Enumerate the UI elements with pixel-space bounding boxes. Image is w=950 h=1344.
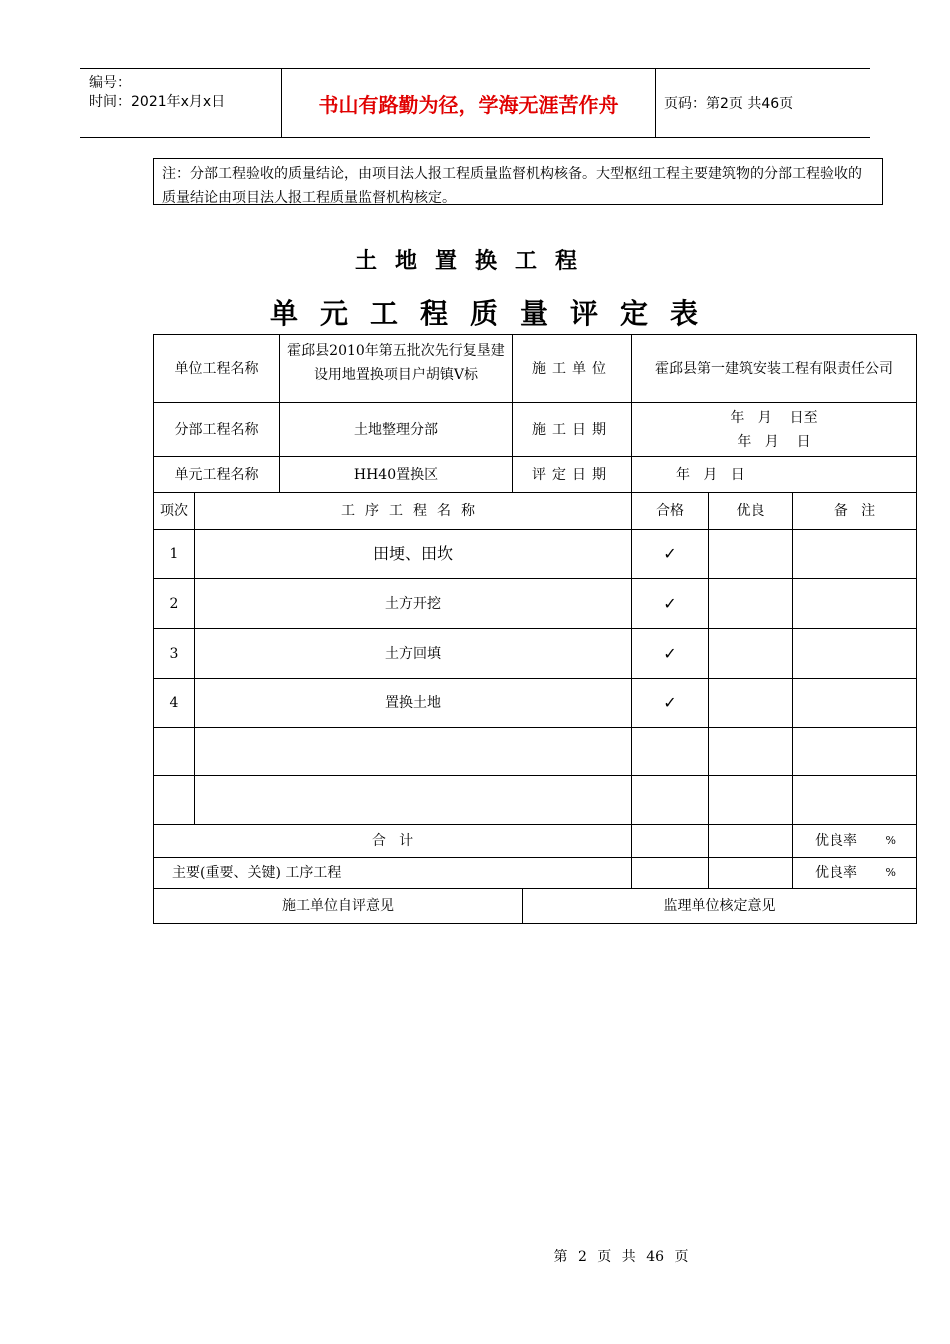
division-label: 分部工程名称 — [153, 402, 280, 457]
contractor-value: 霍邱县第一建筑安装工程有限责任公司 — [631, 334, 917, 403]
row-2-excellent — [708, 578, 793, 629]
col-excellent: 优良 — [708, 492, 793, 530]
key-process-label: 主要(重要、关键) 工序工程 — [153, 857, 632, 889]
row-5-qualified — [631, 727, 709, 776]
row-4-qualified-check: ✓ — [631, 678, 709, 728]
row-4-remarks — [792, 678, 917, 728]
page-footer: 第 2 页 共 46 页 — [553, 1249, 689, 1265]
col-process-name: 工序工程名称 — [194, 492, 632, 530]
note-box: 注：分部工程验收的质量结论，由项目法人报工程质量监督机构核备。大型枢纽工程主要建筑物的分部工程验收的质量结论由项目法人报工程质量监督机构核定。 — [153, 158, 883, 205]
row-3-excellent — [708, 628, 793, 679]
row-2-name: 土方开挖 — [194, 578, 632, 629]
row-2-no: 2 — [153, 578, 195, 629]
row-6-no — [153, 775, 195, 825]
supervisor-opinion: 监理单位核定意见 — [522, 888, 917, 924]
total-rate — [792, 824, 917, 858]
form-title: 单元工程质量评定表 — [269, 297, 720, 330]
row-3-remarks — [792, 628, 917, 679]
row-1-qualified-check: ✓ — [631, 529, 709, 579]
row-6-qualified — [631, 775, 709, 825]
number-label: 编号： — [89, 75, 131, 91]
row-4-excellent — [708, 678, 793, 728]
unit-project-label: 单位工程名称 — [153, 334, 280, 403]
row-6-name — [194, 775, 632, 825]
row-3-no: 3 — [153, 628, 195, 679]
row-5-name — [194, 727, 632, 776]
total-excellent — [708, 824, 793, 858]
row-1-remarks — [792, 529, 917, 579]
row-4-no: 4 — [153, 678, 195, 728]
key-process-rate-label: 优良率 — [815, 865, 857, 881]
row-4-name: 置换土地 — [194, 678, 632, 728]
row-5-no — [153, 727, 195, 776]
row-3-name: 土方回填 — [194, 628, 632, 679]
row-1-name: 田埂、田坎 — [194, 529, 632, 579]
contractor-opinion: 施工单位自评意见 — [153, 888, 523, 924]
row-6-excellent — [708, 775, 793, 825]
key-process-qualified — [631, 857, 709, 889]
document-title: 土地置换工程 — [354, 248, 595, 274]
construction-date-label: 施工日期 — [512, 402, 632, 457]
page-info: 页码：第2页 共46页 — [664, 96, 794, 112]
row-5-excellent — [708, 727, 793, 776]
unit-project-value: 霍邱县2010年第五批次先行复垦建设用地置换项目户胡镇V标 — [279, 334, 513, 403]
time-label: 时间：2021年x月x日 — [89, 94, 226, 110]
col-remarks: 备 注 — [792, 492, 917, 530]
row-2-remarks — [792, 578, 917, 629]
key-process-excellent — [708, 857, 793, 889]
total-qualified — [631, 824, 709, 858]
row-1-no: 1 — [153, 529, 195, 579]
construction-date-value — [631, 402, 917, 457]
row-6-remarks — [792, 775, 917, 825]
element-value: HH40置换区 — [279, 456, 513, 493]
row-2-qualified-check: ✓ — [631, 578, 709, 629]
construction-date-end: 年 月 日 — [737, 433, 811, 450]
eval-date-label: 评定日期 — [512, 456, 632, 493]
total-rate-pct: % — [885, 834, 896, 847]
element-label: 单元工程名称 — [153, 456, 280, 493]
contractor-label: 施工单位 — [512, 334, 632, 403]
row-1-excellent — [708, 529, 793, 579]
eval-date-value: 年 月 日 — [631, 456, 917, 493]
col-qualified: 合格 — [631, 492, 709, 530]
total-rate-label: 优良率 — [815, 833, 857, 849]
key-process-rate-pct: % — [885, 866, 896, 879]
key-process-rate — [792, 857, 917, 889]
row-5-remarks — [792, 727, 917, 776]
division-value: 土地整理分部 — [279, 402, 513, 457]
row-3-qualified-check: ✓ — [631, 628, 709, 679]
col-item-no: 项次 — [153, 492, 195, 530]
construction-date-start: 年 月 日至 — [730, 409, 818, 426]
page-header — [80, 68, 870, 138]
motto: 书山有路勤为径，学海无涯苦作舟 — [281, 69, 656, 137]
header-meta — [80, 69, 281, 137]
total-label: 合 计 — [153, 824, 632, 858]
